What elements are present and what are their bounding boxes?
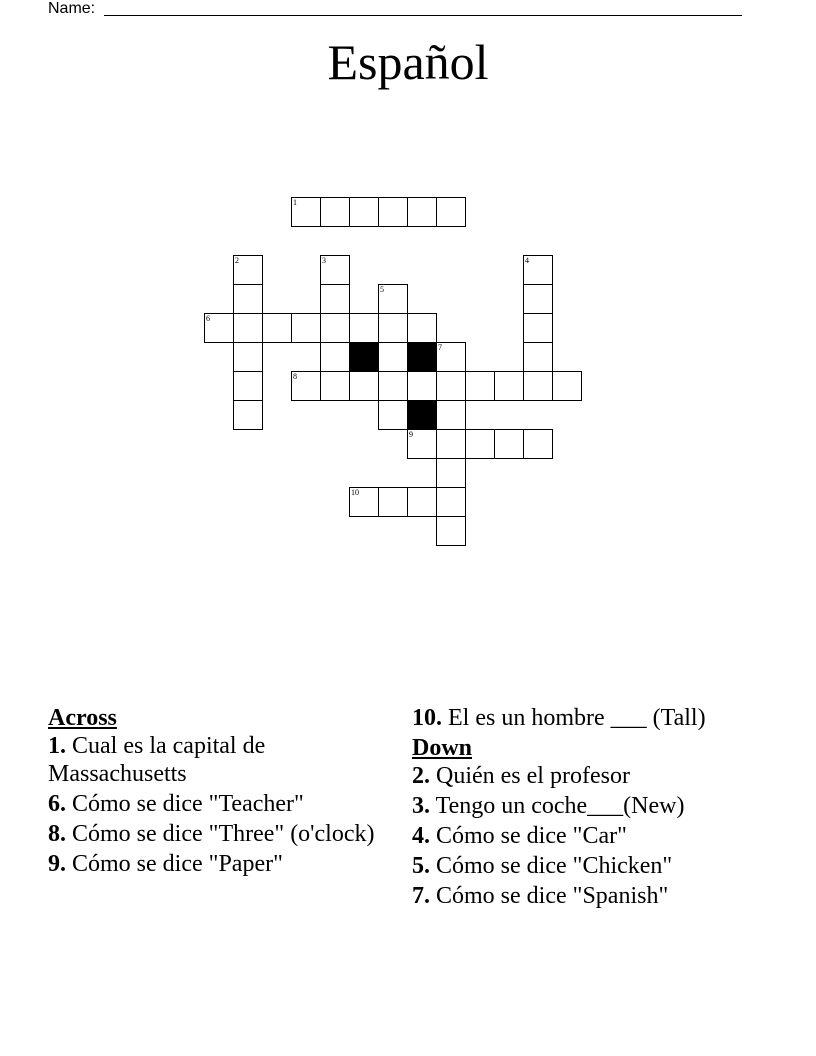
crossword-cell[interactable] [378,487,408,517]
clue-text: Cómo se dice "Three" (o'clock) [72,821,375,847]
crossword-cell[interactable] [291,197,321,227]
crossword-cell[interactable] [494,429,524,459]
crossword-cell[interactable] [291,371,321,401]
clue-number-label: 1 [293,198,297,207]
clue-text: Quién es el profesor [436,763,630,789]
crossword-cell[interactable] [523,342,553,372]
clue-across-6 [48,790,378,818]
clue-down-3 [412,792,752,820]
clue-text: Cómo se dice "Car" [436,823,627,849]
clue-number-label: 6 [206,314,210,323]
clue-number: 1. [48,733,66,759]
clue-text: Cómo se dice "Spanish" [436,883,669,909]
clue-number: 3. [412,793,430,819]
clue-down-2 [412,762,752,790]
crossword-cell[interactable] [523,284,553,314]
crossword-cell[interactable] [233,371,263,401]
clue-number: 5. [412,853,430,879]
clue-number: 8. [48,821,66,847]
crossword-cell[interactable] [233,284,263,314]
clue-down-5 [412,852,752,880]
crossword-cell[interactable] [378,371,408,401]
clue-text: Cómo se dice "Chicken" [436,853,673,879]
crossword-cell[interactable] [407,487,437,517]
clue-text: Tengo un coche___(New) [435,793,685,819]
clue-number-label: 8 [293,372,297,381]
crossword-cell[interactable] [436,429,466,459]
down-heading: Down [412,735,473,761]
crossword-cell[interactable] [233,313,263,343]
clue-across-8 [48,820,378,848]
clue-text: El es un hombre ___ (Tall) [448,705,706,731]
crossword-cell[interactable] [349,197,379,227]
clue-number-label: 4 [525,256,529,265]
crossword-cell[interactable] [378,197,408,227]
crossword-cell[interactable] [349,371,379,401]
crossword-cell[interactable] [320,342,350,372]
crossword-cell[interactable] [378,313,408,343]
crossword-black-square [407,400,437,430]
crossword-cell[interactable] [465,371,495,401]
crossword-cell[interactable] [320,284,350,314]
crossword-cell[interactable] [320,371,350,401]
clue-text: Cómo se dice "Teacher" [72,791,304,817]
crossword-cell[interactable] [494,371,524,401]
crossword-cell[interactable] [436,197,466,227]
clue-number: 7. [412,883,430,909]
clue-number-label: 9 [409,430,413,439]
crossword-cell[interactable] [523,255,553,285]
clue-number-label: 5 [380,285,384,294]
crossword-cell[interactable] [436,342,466,372]
crossword-black-square [407,342,437,372]
crossword-cell[interactable] [233,400,263,430]
clue-across-1 [48,732,378,788]
crossword-cell[interactable] [233,342,263,372]
crossword-cell[interactable] [349,313,379,343]
crossword-cell[interactable] [523,429,553,459]
crossword-cell[interactable] [378,400,408,430]
crossword-cell[interactable] [436,458,466,488]
clue-text: Cómo se dice "Paper" [72,851,283,877]
clue-number: 6. [48,791,66,817]
crossword-cell[interactable] [320,255,350,285]
crossword-cell[interactable] [378,284,408,314]
clues-right-column [412,704,752,912]
clue-number: 10. [412,705,442,731]
crossword-cell[interactable] [407,429,437,459]
clue-across-9 [48,850,378,878]
clue-text: Cual es la capital de Massachusetts [48,733,266,787]
clue-number-label: 3 [322,256,326,265]
clue-number: 9. [48,851,66,877]
crossword-cell[interactable] [407,197,437,227]
crossword-cell[interactable] [465,429,495,459]
crossword-cell[interactable] [320,197,350,227]
crossword-cell[interactable] [552,371,582,401]
crossword-black-square [349,342,379,372]
clue-down-4 [412,822,752,850]
crossword-cell[interactable] [407,313,437,343]
clue-number: 4. [412,823,430,849]
page-title: Español [327,34,489,90]
crossword-cell[interactable] [436,516,466,546]
crossword-cell[interactable] [436,400,466,430]
clue-down-7 [412,882,752,910]
crossword-cell[interactable] [262,313,292,343]
clue-across-10 [412,704,752,732]
crossword-cell[interactable] [523,313,553,343]
clue-number-label: 7 [438,343,442,352]
crossword-cell[interactable] [523,371,553,401]
clues-left-column [48,704,378,880]
crossword-cell[interactable] [407,371,437,401]
crossword-cell[interactable] [436,487,466,517]
crossword-cell[interactable] [349,487,379,517]
crossword-cell[interactable] [320,313,350,343]
clue-number: 2. [412,763,430,789]
clue-number-label: 10 [351,488,359,497]
crossword-cell[interactable] [378,342,408,372]
across-heading: Across [48,705,117,731]
clue-number-label: 2 [235,256,239,265]
crossword-cell[interactable] [291,313,321,343]
name-label: Name: [48,0,96,17]
crossword-cell[interactable] [204,313,234,343]
crossword-cell[interactable] [233,255,263,285]
crossword-cell[interactable] [436,371,466,401]
